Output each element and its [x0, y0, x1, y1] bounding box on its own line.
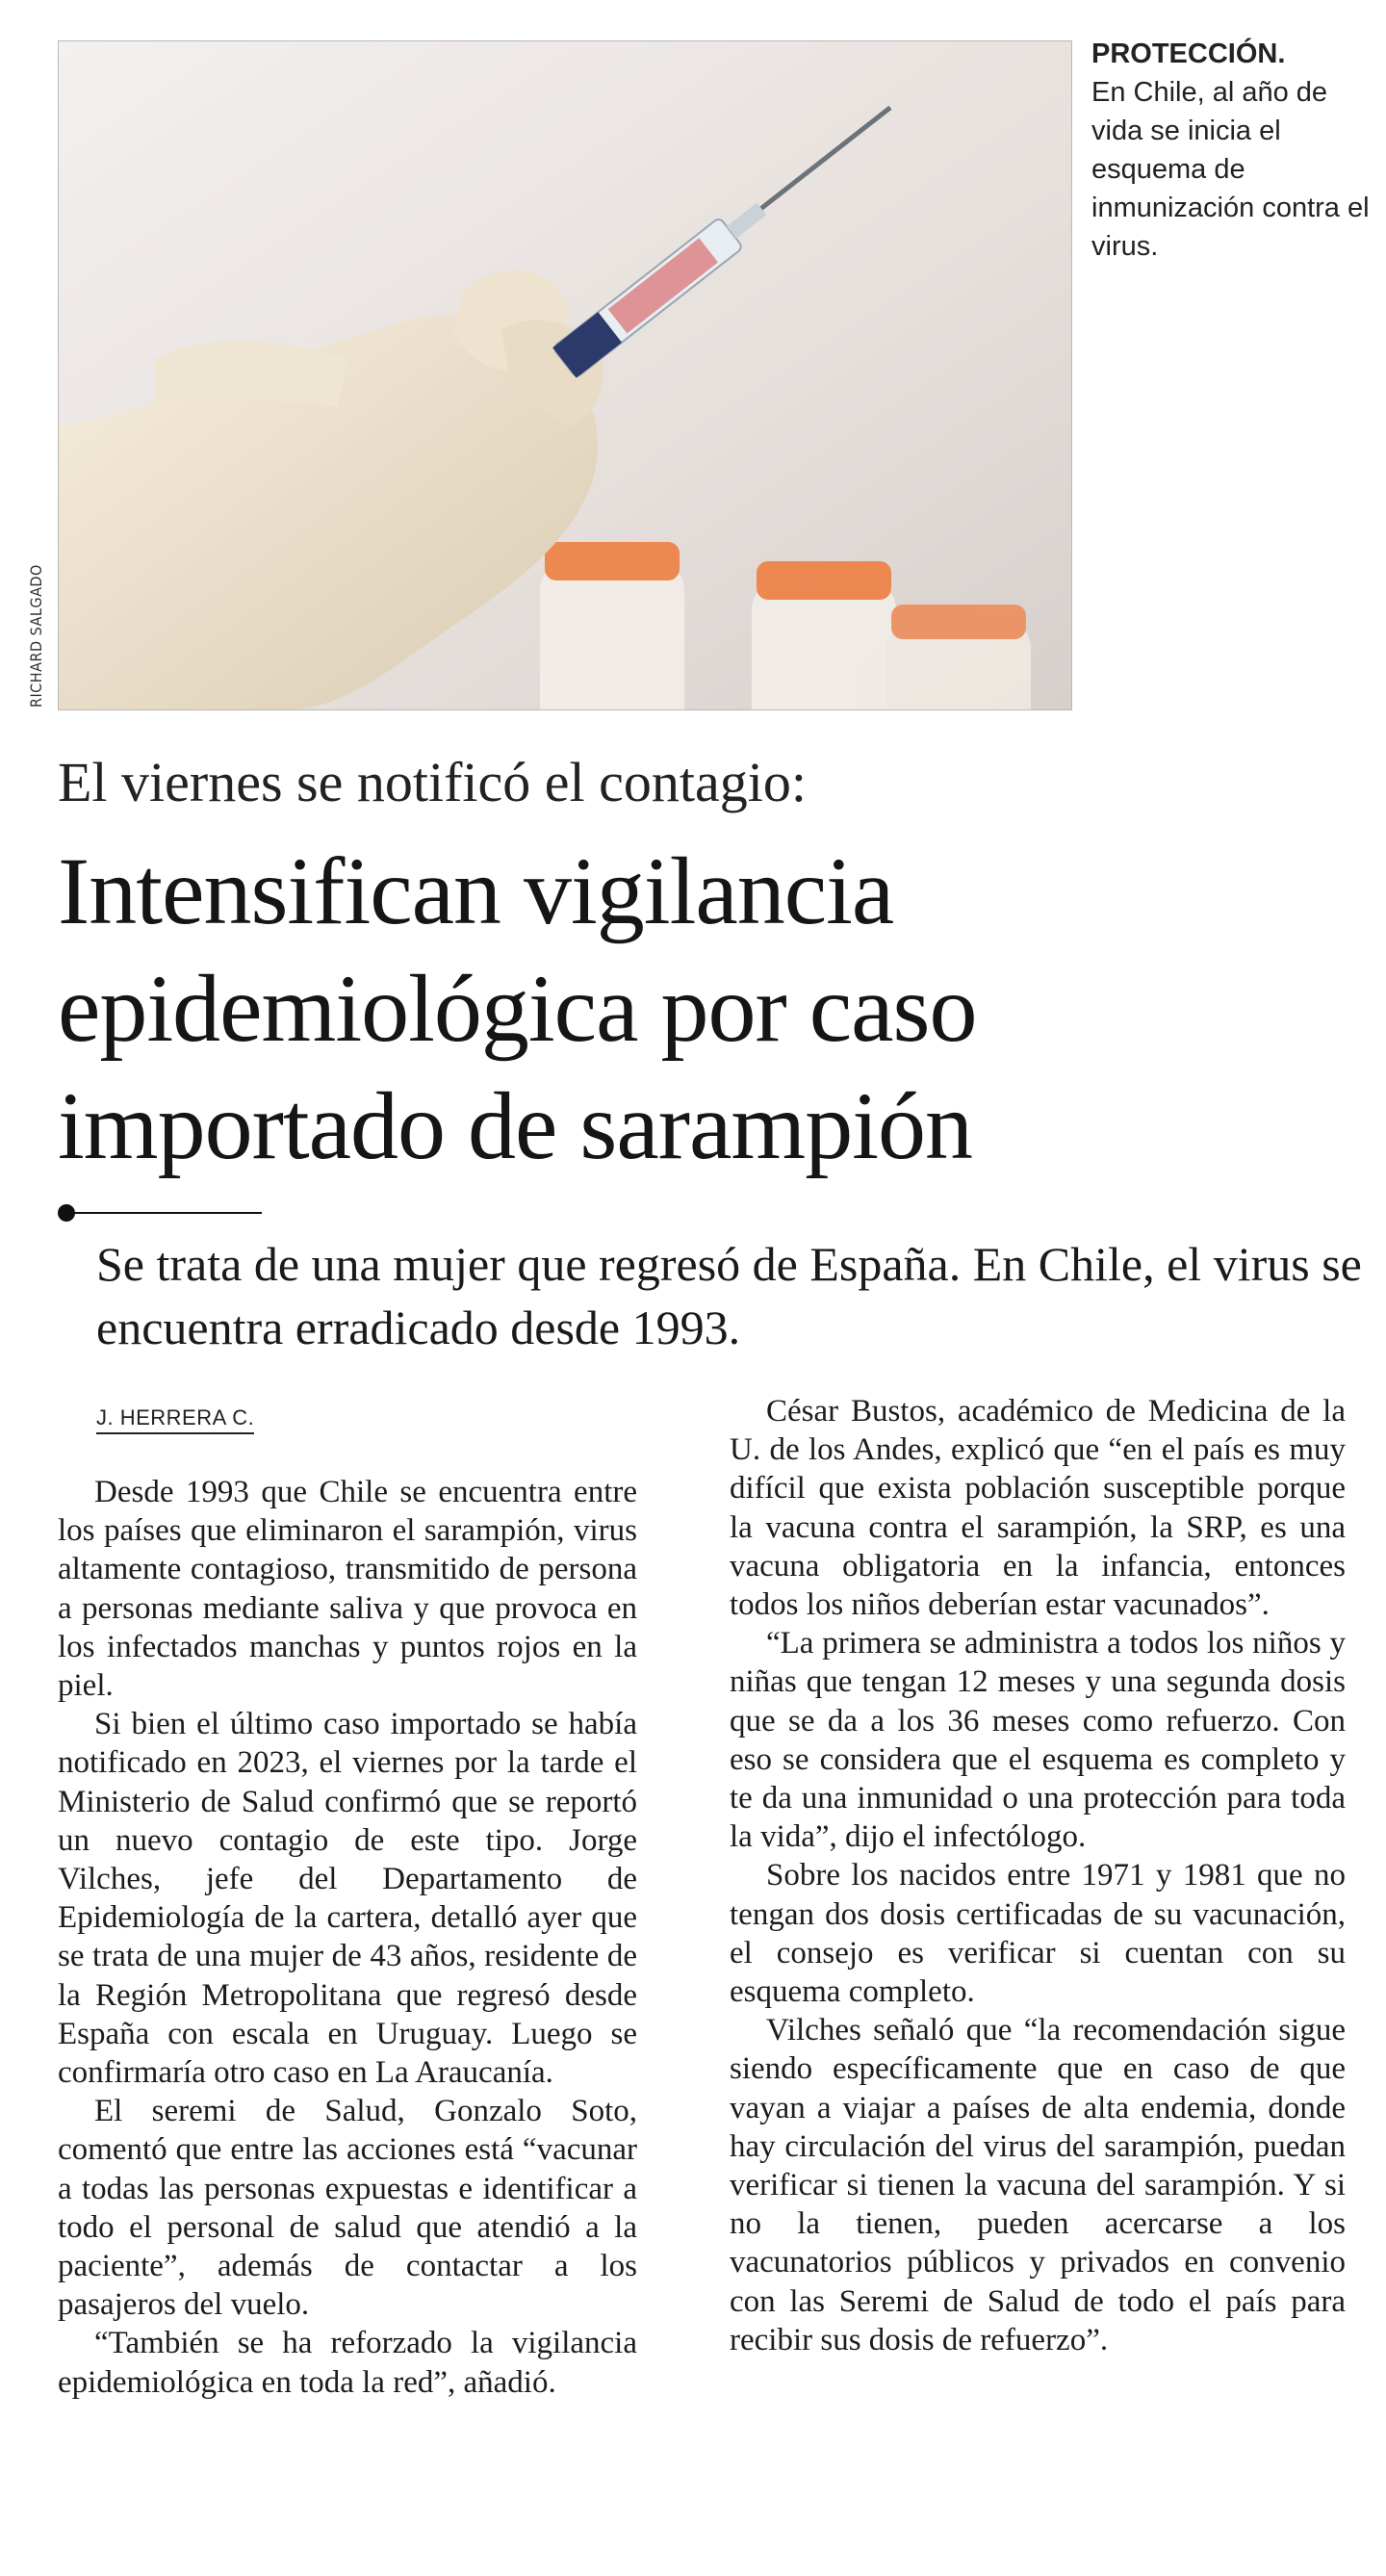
- body-column-left: [58, 1473, 637, 2402]
- caption-heading: PROTECCIÓN.: [1091, 39, 1286, 69]
- article-headline: Intensifican vigilancia epidemiológica por caso importado de sarampión: [58, 837, 977, 1179]
- body-column-right: [730, 1392, 1346, 2359]
- body-paragraph: César Bustos, académico de Medicina de la U. de los Andes, explicó que “en el país es muy difícil que exista población susceptible porque la vacuna contra el sarampión, la SRP, es una vacuna obligatoria en la infancia, entonces todos los niños deberían estar vacunados”.: [730, 1394, 1346, 1623]
- body-paragraph: El seremi de Salud, Gonzalo Soto, comentó que entre las acciones está “vacunar a todas las personas expuestas e identificar a todo el personal de salud que atendió a la paciente”, además de contactar a los pasajeros del vuelo.: [58, 2094, 637, 2323]
- body-paragraph: “También se ha reforzado la vigilancia epidemiológica en toda la red”, añadió.: [58, 2326, 637, 2400]
- body-paragraph: “La primera se administra a todos los niños y niñas que tengan 12 meses y una segunda dosis que se da a los 36 meses como refuerzo. Con eso se considera que el esquema es completo y te da una inmunidad o una protección para toda la vida”, dijo el infectólogo.: [730, 1626, 1346, 1855]
- syringe-photo-illustration: [59, 41, 1071, 709]
- photo-caption: [1091, 35, 1371, 266]
- body-paragraph: Si bien el último caso importado se había notificado en 2023, el viernes por la tarde el Ministerio de Salud confirmó que se reportó un nuevo contagio de este tipo. Jorge Vilches, jefe del Departamento de Epidemiología de la cartera, detalló ayer que se trata de una mujer de 43 años, residente de la Región Metropolitana que regresó desde España con escala en Uruguay. Luego se confirmaría otro caso en La Araucanía.: [58, 1707, 637, 2091]
- article-kicker: El viernes se notificó el contagio:: [58, 751, 807, 813]
- body-paragraph: Desde 1993 que Chile se encuentra entre los países que eliminaron el sarampión, virus altamente contagioso, transmitido de persona a personas mediante saliva y que provoca en los infectados manchas y puntos rojos en la piel.: [58, 1475, 637, 1704]
- deck-rule-line: [67, 1212, 262, 1214]
- article-byline: J. HERRERA C.: [96, 1405, 254, 1434]
- article-deck: Se trata de una mujer que regresó de España. En Chile, el virus se encuentra erradicado desde 1993.: [96, 1237, 1362, 1354]
- caption-text: En Chile, al año de vida se inicia el esquema de inmunización contra el virus.: [1091, 77, 1370, 262]
- photo-credit: RICHARD SALGADO: [27, 564, 45, 708]
- body-paragraph: Sobre los nacidos entre 1971 y 1981 que no tengan dos dosis certificadas de su vacunación, el consejo es verificar si cuentan con su esquema completo.: [730, 1858, 1346, 2010]
- body-paragraph: Vilches señaló que “la recomendación sigue siendo específicamente que en caso de que vayan a viajar a países de alta endemia, donde hay circulación del virus del sarampión, puedan verificar si tienen la vacuna del sarampión. Y si no la tienen, pueden acercarse a los vacunatorios públicos y privados en convenio con las Seremi de Salud de todo el país para recibir sus dosis de refuerzo”.: [730, 2013, 1346, 2357]
- article-photo: [58, 40, 1072, 710]
